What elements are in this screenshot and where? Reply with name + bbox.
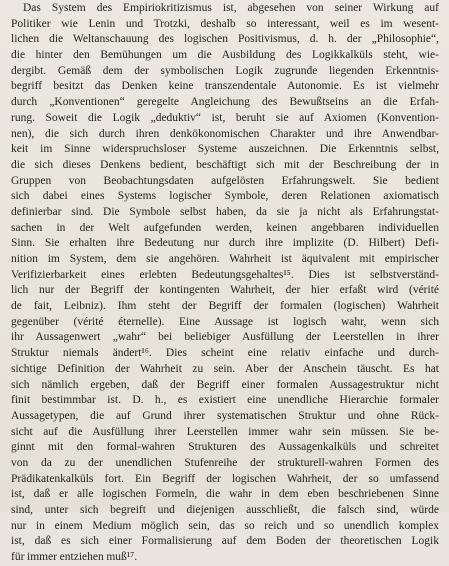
text-line: die hinter den Bemühungen um die Ausbildung des Logikkalküls steht, wie- xyxy=(11,49,439,62)
text-line: keit im Sinne widerspruchsloser Systeme auszeichnen. Die Erkenntnis selbst, xyxy=(11,143,439,156)
text-line: nen), die sich durch ihren denkökonomischen Charakter und ihre Anwendbar- xyxy=(11,127,439,140)
text-line: ginnt mit den formal-wahren Strukturen des Aussagenkalküls und schreitet xyxy=(11,441,439,454)
text-line: für immer entziehen muß¹⁷. xyxy=(11,551,138,564)
text-line: Sinn. Sie erhalten ihre Bedeutung nur durch ihre implizite (D. Hilbert) Defi- xyxy=(11,237,439,250)
text-line: lich nur der Begriff der kontingenten Wahrheit, der hier erfaßt wird (vérité xyxy=(11,284,439,297)
text-line: sich nämlich ergeben, daß der Begriff einer formalen Aussagestruktur nicht xyxy=(11,378,439,391)
text-line: sachen in der Welt aufgefunden werden, keinen angebbaren individuellen xyxy=(11,221,439,234)
text-line: definierbar sind. Die Symbole selbst haben, da sie ja nicht als Erfahrungstat- xyxy=(11,205,439,218)
text-line: die sich dieses Denkens bedient, beschäftigt sich mit der Beschreibung der in xyxy=(11,158,439,171)
text-line: Gruppen von Beobachtungsdaten aufgelösten Erfahrungswelt. Sie bedient xyxy=(11,174,439,187)
text-line: nur in einem Medium möglich sein, das so reich und so unendlich komplex xyxy=(11,519,439,532)
text-line: gegenüber (vérité éternelle). Eine Aussage ist logisch wahr, wenn sich xyxy=(11,315,439,328)
text-line: rung. Soweit die Logik „deduktiv“ ist, beruht sie auf Axiomen (Konvention- xyxy=(11,111,439,124)
text-line: Aussagetypen, die auf Grund ihrer systematischen Struktur und ohne Rück- xyxy=(11,409,439,422)
text-line: Verifizierbarkeit eines erlebten Bedeutungsgehaltes¹⁵. Dies ist selbstverständ- xyxy=(11,268,439,281)
text-line: ihr Aussagenwert „wahr“ bei beliebiger Ausfüllung der Leerstellen in ihrer xyxy=(11,331,439,344)
text-line: begriff besitzt das Denken keine transzendentale Autonomie. Es ist vielmehr xyxy=(11,80,439,93)
text-line: Das System des Empiriokritizismus ist, abgesehen von seiner Wirkung auf xyxy=(23,2,439,14)
body-paragraph xyxy=(11,1,439,566)
text-line: finit bestimmbar ist. D. h., es existiert eine unendliche Hierarchie formaler xyxy=(11,394,439,407)
text-line: lichen die Weltanschauung des logischen Positivismus, d. h. der „Philosophie“, xyxy=(11,33,439,46)
text-line: ist, daß es sich einer Formalisierung auf dem Boden der theoretischen Logik xyxy=(11,535,439,548)
text-line: sicht auf die Ausfüllung ihrer Leerstellen immer wahr sein müssen. Sie be- xyxy=(11,425,439,438)
text-line: sich dabei eines Systems logischer Symbole, deren Relationen axiomatisch xyxy=(11,190,439,203)
text-line: nition im System, dem sie angehören. Wahrheit ist äquivalent mit empirischer xyxy=(11,253,439,265)
text-line: von da zu der unendlichen Stufenreihe der strukturell-wahren Formen des xyxy=(11,456,439,469)
text-line: durch „Konventionen“ geregelte Angleichung des Bewußtseins an die Erfah- xyxy=(11,96,439,109)
text-line: ist, daß er alle logischen Formeln, die wahr in dem eben beschriebenen Sinne xyxy=(11,488,439,501)
text-line: sind, unter sich begreift und diejenigen ausschließt, die falsch sind, würde xyxy=(11,504,439,516)
text-line: Politiker wie Lenin und Trotzki, deshalb so interessant, weil es im wesent- xyxy=(11,17,439,30)
text-line: Struktur niemals ändert¹⁶. Dies scheint eine relativ einfache und durch- xyxy=(11,347,439,360)
text-line: dergibt. Gemäß dem der symbolischen Logik zugrunde liegenden Erkenntnis- xyxy=(11,64,439,77)
text-line: sichtige Definition der Wahrheit zu sein. Aber der Anschein täuscht. Es hat xyxy=(11,362,439,375)
text-line: Prädikatenkalküls fort. Ein Begriff der logischen Wahrheit, der so umfassend xyxy=(11,472,439,485)
text-line: de fait, Leibniz). Ihm steht der Begriff der formalen (logischen) Wahrheit xyxy=(11,300,439,313)
